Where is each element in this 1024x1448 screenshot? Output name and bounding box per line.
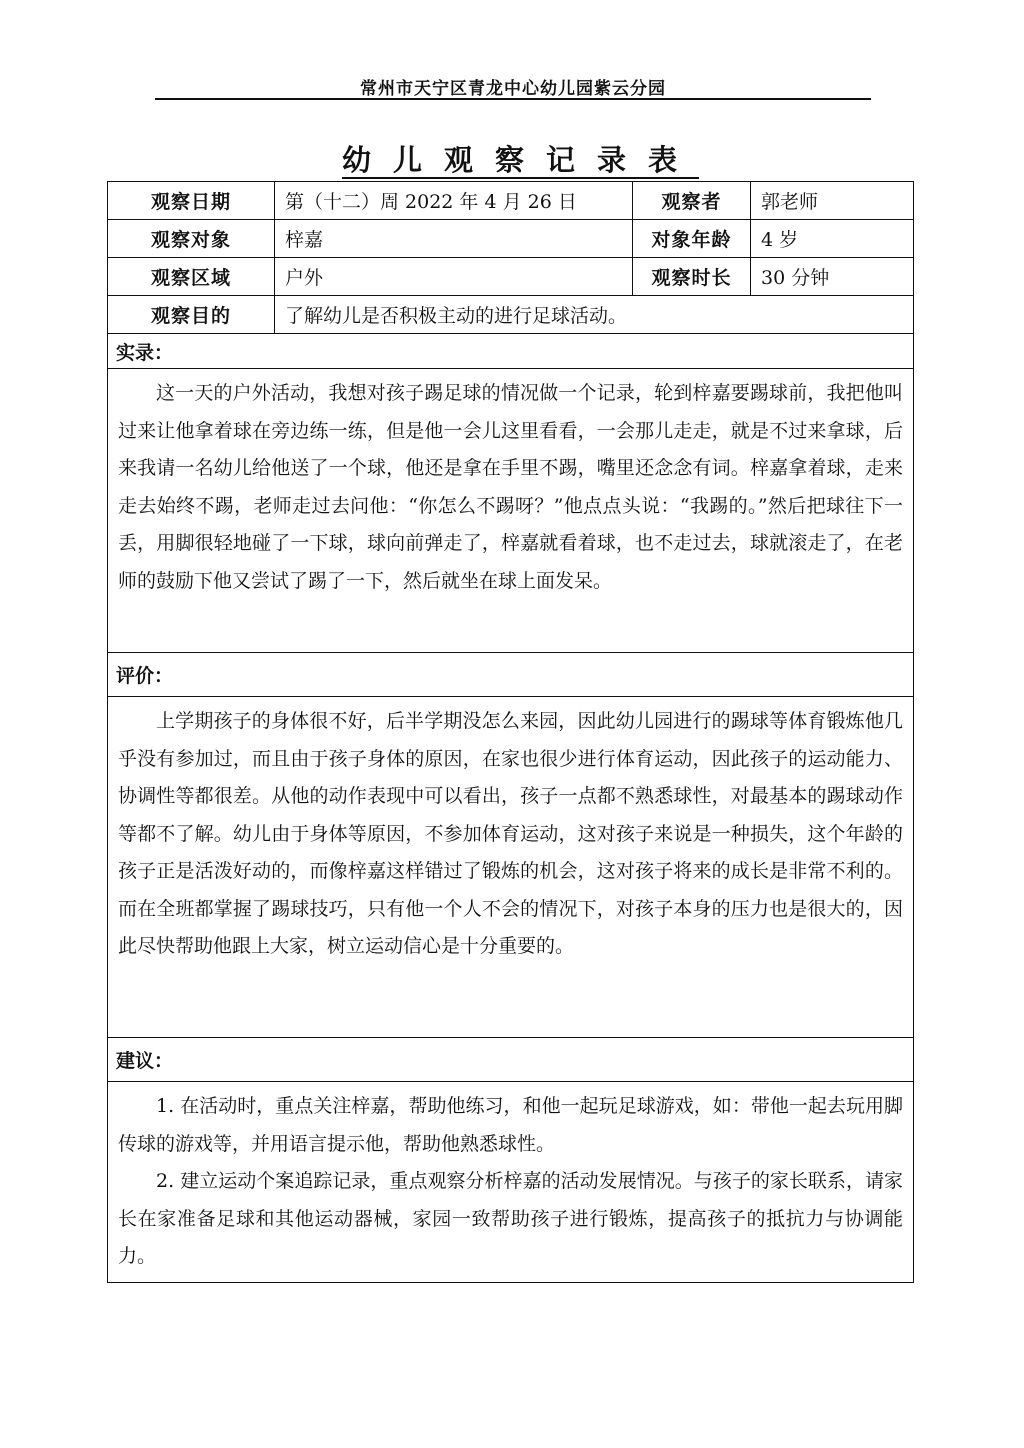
age-value: 4 岁 xyxy=(751,220,914,258)
date-label: 观察日期 xyxy=(108,182,275,220)
duration-value: 30 分钟 xyxy=(751,258,914,296)
record-cell xyxy=(108,369,914,653)
record-title-row xyxy=(108,334,914,369)
row-subject xyxy=(108,220,914,258)
header-divider xyxy=(155,98,871,100)
suggestion-cell xyxy=(108,1082,914,1283)
suggestion-title: 建议： xyxy=(108,1038,914,1082)
purpose-label: 观察目的 xyxy=(108,296,275,334)
row-area xyxy=(108,258,914,296)
area-value: 户外 xyxy=(275,258,633,296)
record-text: 这一天的户外活动，我想对孩子踢足球的情况做一个记录，轮到梓嘉要踢球前，我把他叫过来让他拿着球在旁边练一练，但是他一会儿这里看看，一会那儿走走，就是不过来拿球，后来我请一名幼儿给他送了一个球，他还是拿在手里不踢，嘴里还念念有词。梓嘉拿着球，走来走去始终不踢，老师走过去问他：“你怎么不踢呀？”他点点头说：“我踢的。”然后把球往下一丢，用脚很轻地碰了一下球，球向前弹走了，梓嘉就看着球，也不走过去，球就滚走了，在老师的鼓励下他又尝试了踢了一下，然后就坐在球上面发呆。 xyxy=(118,382,903,592)
record-title: 实录： xyxy=(108,334,914,369)
evaluation-title: 评价： xyxy=(108,653,914,697)
observation-table xyxy=(107,181,914,1283)
subject-label: 观察对象 xyxy=(108,220,275,258)
evaluation-body-row xyxy=(108,697,914,1038)
row-purpose xyxy=(108,296,914,334)
suggestion-item-2: 2. 建立运动个案追踪记录，重点观察分析梓嘉的活动发展情况。与孩子的家长联系，请家长在家准备足球和其他运动器械，家园一致帮助孩子进行锻炼，提高孩子的抵抗力与协调能力。 xyxy=(118,1170,903,1267)
record-body-row xyxy=(108,369,914,653)
evaluation-title-row xyxy=(108,653,914,697)
purpose-value: 了解幼儿是否积极主动的进行足球活动。 xyxy=(275,296,914,334)
suggestion-body-row xyxy=(108,1082,914,1283)
suggestion-title-row xyxy=(108,1038,914,1082)
area-label: 观察区域 xyxy=(108,258,275,296)
subject-value: 梓嘉 xyxy=(275,220,633,258)
suggestion-item-1: 1. 在活动时，重点关注梓嘉，帮助他练习，和他一起玩足球游戏，如：带他一起去玩用脚传球的游戏等，并用语言提示他，帮助他熟悉球性。 xyxy=(118,1095,903,1155)
age-label: 对象年龄 xyxy=(633,220,751,258)
duration-label: 观察时长 xyxy=(633,258,751,296)
evaluation-text: 上学期孩子的身体很不好，后半学期没怎么来园，因此幼儿园进行的踢球等体育锻炼他几乎没有参加过，而且由于孩子身体的原因，在家也很少进行体育运动，因此孩子的运动能力、协调性等都很差。从他的动作表现中可以看出，孩子一点都不熟悉球性，对最基本的踢球动作等都不了解。幼儿由于身体等原因，不参加体育运动，这对孩子来说是一种损失，这个年龄的孩子正是活泼好动的，而像梓嘉这样错过了锻炼的机会，这对孩子将来的成长是非常不利的。而在全班都掌握了踢球技巧，只有他一个人不会的情况下，对孩子本身的压力也是很大的，因此尽快帮助他跟上大家，树立运动信心是十分重要的。 xyxy=(118,710,903,957)
observer-label: 观察者 xyxy=(633,182,751,220)
row-date xyxy=(108,182,914,220)
date-value: 第（十二）周 2022 年 4 月 26 日 xyxy=(275,182,633,220)
page-title: 幼儿观察记录表 xyxy=(341,143,699,177)
school-header: 常州市天宁区青龙中心幼儿园紫云分园 xyxy=(360,79,666,99)
observer-value: 郭老师 xyxy=(751,182,914,220)
evaluation-cell xyxy=(108,697,914,1038)
